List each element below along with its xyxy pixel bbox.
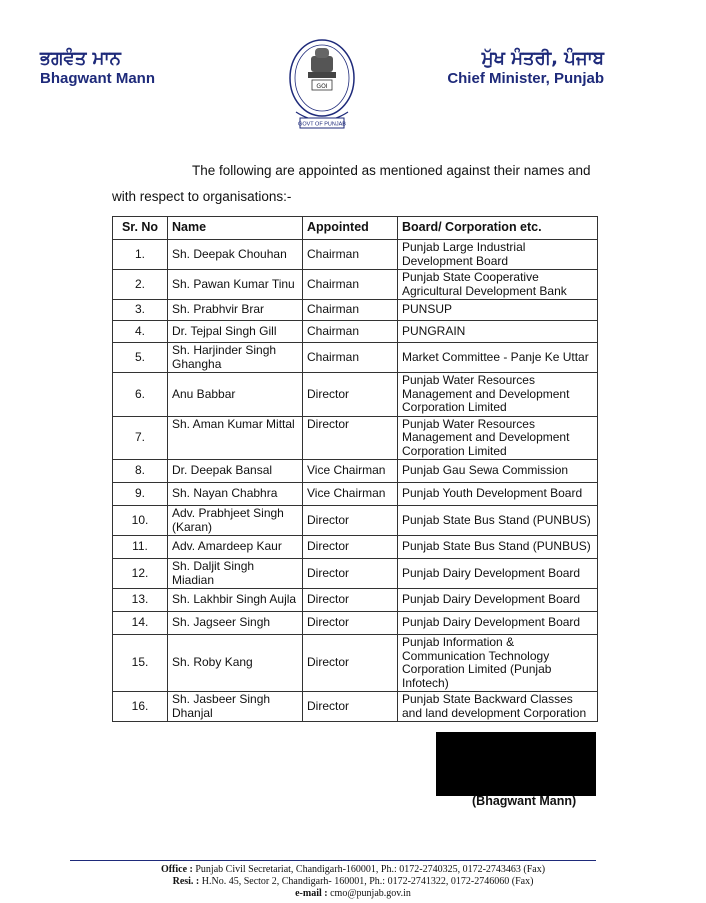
cell-board: Punjab State Bus Stand (PUNBUS) <box>398 536 598 559</box>
cell-name: Sh. Jasbeer Singh Dhanjal <box>168 692 303 722</box>
cell-board: PUNSUP <box>398 300 598 321</box>
intro-line-2: with respect to organisations:- <box>112 189 292 204</box>
email-label: e-mail : <box>295 888 328 899</box>
title-english: Chief Minister, Punjab <box>447 70 604 87</box>
cell-appointed: Vice Chairman <box>303 460 398 483</box>
cell-appointed: Director <box>303 416 398 460</box>
cell-appointed: Director <box>303 612 398 635</box>
table-header-row <box>113 217 598 240</box>
cell-appointed: Director <box>303 506 398 536</box>
footer-rule <box>70 860 596 861</box>
table-row <box>113 321 598 343</box>
cell-appointed: Chairman <box>303 300 398 321</box>
header-name: Name <box>168 217 303 240</box>
cell-board: Punjab Gau Sewa Commission <box>398 460 598 483</box>
resi-label: Resi. : <box>172 876 200 887</box>
cell-appointed: Chairman <box>303 270 398 300</box>
table-row <box>113 270 598 300</box>
cell-appointed: Director <box>303 692 398 722</box>
cell-name: Sh. Nayan Chabhra <box>168 483 303 506</box>
cell-board: Punjab Water Resources Management and Development Corporation Limited <box>398 416 598 460</box>
cell-sr-no: 11. <box>113 536 168 559</box>
cell-name: Sh. Roby Kang <box>168 635 303 692</box>
title-punjabi: ਮੁੱਖ ਮੰਤਰੀ, ਪੰਜਾਬ <box>481 48 604 69</box>
cell-appointed: Director <box>303 589 398 612</box>
cell-sr-no: 4. <box>113 321 168 343</box>
cell-name: Sh. Aman Kumar Mittal <box>168 416 303 460</box>
svg-text:GOI: GOI <box>316 83 328 90</box>
cell-sr-no: 5. <box>113 343 168 373</box>
table-row <box>113 635 598 692</box>
cell-name: Sh. Lakhbir Singh Aujla <box>168 589 303 612</box>
footer-office <box>0 864 706 876</box>
cell-sr-no: 2. <box>113 270 168 300</box>
cell-sr-no: 12. <box>113 559 168 589</box>
cell-board: Punjab State Backward Classes and land development Corporation <box>398 692 598 722</box>
cell-board: Punjab Large Industrial Development Board <box>398 240 598 270</box>
cell-appointed: Chairman <box>303 240 398 270</box>
cell-name: Sh. Prabhvir Brar <box>168 300 303 321</box>
cell-name: Anu Babbar <box>168 373 303 417</box>
cell-appointed: Director <box>303 559 398 589</box>
table-row <box>113 612 598 635</box>
office-label: Office : <box>160 864 193 875</box>
cell-board: Market Committee - Panje Ke Uttar <box>398 343 598 373</box>
cell-sr-no: 10. <box>113 506 168 536</box>
cell-name: Sh. Pawan Kumar Tinu <box>168 270 303 300</box>
cell-name: Dr. Tejpal Singh Gill <box>168 321 303 343</box>
cell-appointed: Vice Chairman <box>303 483 398 506</box>
cell-sr-no: 3. <box>113 300 168 321</box>
table-row <box>113 343 598 373</box>
email-text[interactable]: cmo@punjab.gov.in <box>330 888 411 899</box>
cell-sr-no: 1. <box>113 240 168 270</box>
emblem-caption: GOVT OF PUNJAB <box>298 121 346 128</box>
letterhead-right <box>447 48 604 88</box>
cell-board: Punjab Water Resources Management and Development Corporation Limited <box>398 373 598 417</box>
cell-board: Punjab Youth Development Board <box>398 483 598 506</box>
cell-appointed: Chairman <box>303 343 398 373</box>
cell-board: Punjab Information & Communication Technology Corporation Limited (Punjab Infotech) <box>398 635 598 692</box>
office-text: Punjab Civil Secretariat, Chandigarh-160001, Ph.: 0172-2740325, 0172-2743463 (Fax) <box>195 864 546 875</box>
table-row <box>113 240 598 270</box>
cell-sr-no: 16. <box>113 692 168 722</box>
footer-residence <box>0 876 706 888</box>
footer-email <box>0 888 706 900</box>
cell-name: Dr. Deepak Bansal <box>168 460 303 483</box>
cell-appointed: Director <box>303 536 398 559</box>
cell-sr-no: 14. <box>113 612 168 635</box>
state-emblem-icon <box>286 34 358 134</box>
cell-sr-no: 15. <box>113 635 168 692</box>
signatory-name: (Bhagwant Mann) <box>472 794 577 808</box>
cell-name: Sh. Deepak Chouhan <box>168 240 303 270</box>
cell-sr-no: 13. <box>113 589 168 612</box>
table-row <box>113 589 598 612</box>
cell-board: Punjab State Bus Stand (PUNBUS) <box>398 506 598 536</box>
intro-paragraph <box>112 158 602 210</box>
footer <box>0 864 706 900</box>
intro-line-1: The following are appointed as mentioned against their names and <box>192 163 591 178</box>
table-row <box>113 536 598 559</box>
cell-board: Punjab Dairy Development Board <box>398 559 598 589</box>
table-row <box>113 506 598 536</box>
cell-board: Punjab Dairy Development Board <box>398 612 598 635</box>
letterhead-left <box>40 48 155 88</box>
table-row <box>113 300 598 321</box>
cell-name: Adv. Amardeep Kaur <box>168 536 303 559</box>
cell-board: Punjab Dairy Development Board <box>398 589 598 612</box>
cell-appointed: Chairman <box>303 321 398 343</box>
cell-name: Sh. Harjinder Singh Ghangha <box>168 343 303 373</box>
cell-name: Sh. Daljit Singh Miadian <box>168 559 303 589</box>
cell-appointed: Director <box>303 373 398 417</box>
cell-sr-no: 9. <box>113 483 168 506</box>
signature-redaction <box>436 732 596 796</box>
cell-board: PUNGRAIN <box>398 321 598 343</box>
header-appointed: Appointed <box>303 217 398 240</box>
table-row <box>113 692 598 722</box>
cell-name: Adv. Prabhjeet Singh (Karan) <box>168 506 303 536</box>
table-row <box>113 460 598 483</box>
table-row <box>113 416 598 460</box>
header-sr-no: Sr. No <box>113 217 168 240</box>
cell-sr-no: 6. <box>113 373 168 417</box>
cell-sr-no: 7. <box>113 416 168 460</box>
cell-sr-no: 8. <box>113 460 168 483</box>
appointments-table <box>112 216 598 722</box>
table-row <box>113 483 598 506</box>
header-board: Board/ Corporation etc. <box>398 217 598 240</box>
name-english: Bhagwant Mann <box>40 70 155 87</box>
table-row <box>113 559 598 589</box>
name-punjabi: ਭਗਵੰਤ ਮਾਨ <box>40 48 121 69</box>
cell-appointed: Director <box>303 635 398 692</box>
cell-name: Sh. Jagseer Singh <box>168 612 303 635</box>
resi-text: H.No. 45, Sector 2, Chandigarh- 160001, Ph.: 0172-2741322, 0172-2746060 (Fax) <box>201 876 534 887</box>
cell-board: Punjab State Cooperative Agricultural Development Bank <box>398 270 598 300</box>
table-row <box>113 373 598 417</box>
